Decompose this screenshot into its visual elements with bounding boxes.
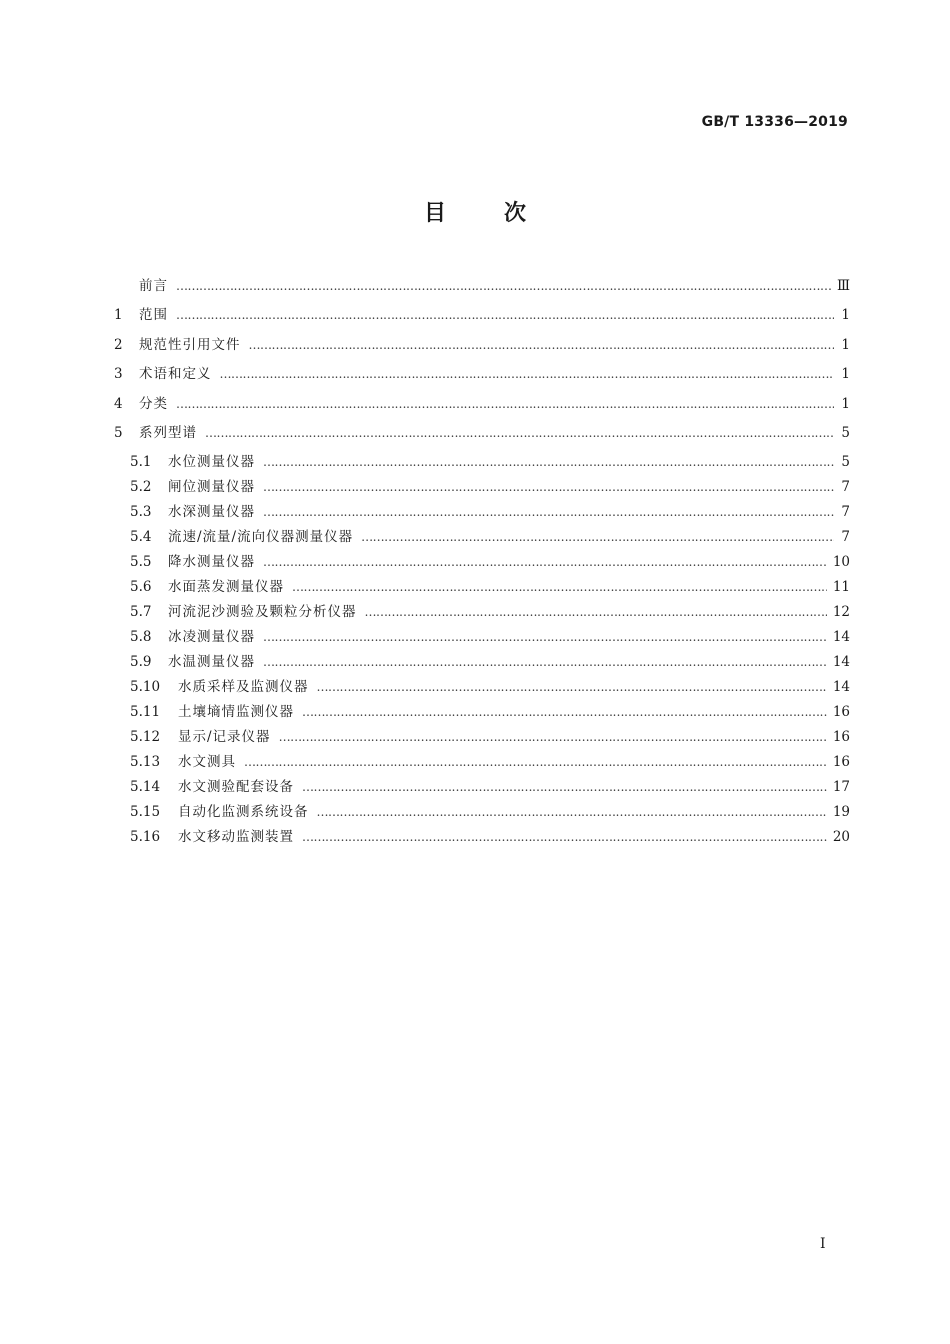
toc-entry-page: 16 — [832, 754, 850, 771]
toc-entry-label: 分类 — [139, 395, 168, 412]
toc-entry-label: 水文测具 — [178, 754, 236, 771]
toc-entry-number: 5.13 — [130, 754, 161, 771]
toc-entry[interactable] — [114, 675, 850, 700]
toc-entry[interactable] — [114, 575, 850, 600]
dot-leader — [220, 367, 835, 381]
dot-leader — [292, 580, 827, 594]
toc-entry-page: 17 — [832, 779, 850, 796]
toc-entry-page: 7 — [841, 479, 850, 496]
toc-entry-number: 5.8 — [130, 629, 152, 646]
toc-entry-label: 土壤墒情监测仪器 — [178, 704, 294, 721]
toc-entry[interactable] — [114, 800, 850, 825]
dot-leader — [263, 630, 827, 644]
toc-entry-number: 5.5 — [130, 554, 152, 571]
toc-entry-page: 14 — [832, 679, 850, 696]
toc-entry[interactable] — [114, 775, 850, 800]
toc-entry-label: 水温测量仪器 — [168, 654, 255, 671]
toc-entry[interactable] — [114, 392, 850, 421]
toc-entry-label: 闸位测量仪器 — [168, 479, 255, 496]
toc-entry-number: 2 — [114, 336, 123, 353]
toc-entry-page: 11 — [832, 579, 850, 596]
toc-entry[interactable] — [114, 475, 850, 500]
toc-entry-page: 16 — [832, 729, 850, 746]
toc-entry[interactable] — [114, 333, 850, 362]
dot-leader — [317, 680, 827, 694]
toc-entry-label: 系列型谱 — [139, 424, 197, 441]
toc-entry[interactable] — [114, 700, 850, 725]
toc-entry[interactable] — [114, 450, 850, 475]
toc-entry-number: 1 — [114, 307, 123, 324]
toc-entry-page: 12 — [832, 604, 850, 621]
toc-entry-label: 显示/记录仪器 — [178, 729, 271, 746]
toc-entry-label: 规范性引用文件 — [139, 336, 241, 353]
toc-entry-page: 5 — [841, 454, 850, 471]
toc-entry-number: 5 — [114, 424, 123, 441]
toc-entry[interactable] — [114, 550, 850, 575]
dot-leader — [361, 530, 834, 544]
toc-entry[interactable] — [114, 500, 850, 525]
dot-leader — [249, 338, 835, 352]
toc-entry-number: 5.9 — [130, 654, 152, 671]
toc-entry[interactable] — [114, 725, 850, 750]
toc-entry-page: 1 — [841, 307, 850, 324]
toc-entry-page: 1 — [841, 366, 850, 383]
dot-leader — [263, 555, 827, 569]
toc-entry-label: 河流泥沙测验及颗粒分析仪器 — [168, 604, 357, 621]
toc-entry-page: 10 — [832, 554, 850, 571]
dot-leader — [302, 705, 827, 719]
toc-entry-number: 5.11 — [130, 704, 161, 721]
toc-entry-number: 5.3 — [130, 504, 152, 521]
toc-entry-label: 水文移动监测装置 — [178, 829, 294, 846]
toc-entry-label: 水面蒸发测量仪器 — [168, 579, 284, 596]
toc-entry-number: 5.14 — [130, 779, 161, 796]
toc-entry-number: 5.12 — [130, 729, 161, 746]
dot-leader — [176, 308, 834, 322]
dot-leader — [244, 755, 827, 769]
toc-entry-number: 5.7 — [130, 604, 152, 621]
standard-code: GB/T 13336—2019 — [701, 114, 848, 130]
dot-leader — [176, 279, 831, 293]
toc-entry-number: 5.4 — [130, 529, 152, 546]
dot-leader — [263, 655, 827, 669]
toc-entry-label: 降水测量仪器 — [168, 554, 255, 571]
toc-entry-page: 7 — [841, 529, 850, 546]
toc-entry-label: 水质采样及监测仪器 — [178, 679, 309, 696]
page-title: 目次 — [423, 201, 584, 226]
toc-entry-page: 19 — [832, 804, 850, 821]
toc-entry-page: 14 — [832, 629, 850, 646]
toc-entry[interactable] — [114, 274, 850, 303]
dot-leader — [279, 730, 827, 744]
toc-entry-label: 流速/流量/流向仪器测量仪器 — [168, 529, 354, 546]
dot-leader — [302, 780, 827, 794]
toc-entry-label: 术语和定义 — [139, 366, 212, 383]
dot-leader — [205, 426, 834, 440]
toc-entry-label: 自动化监测系统设备 — [178, 804, 309, 821]
toc-entry-page: 1 — [841, 395, 850, 412]
toc-entry-page: 1 — [841, 336, 850, 353]
toc-entry-number: 5.16 — [130, 829, 161, 846]
toc-entry[interactable] — [114, 303, 850, 332]
toc-entry[interactable] — [114, 750, 850, 775]
toc-entry-page: 7 — [841, 504, 850, 521]
toc-entry-number: 5.15 — [130, 804, 161, 821]
dot-leader — [263, 505, 834, 519]
toc-entry-label: 冰凌测量仪器 — [168, 629, 255, 646]
dot-leader — [263, 455, 834, 469]
toc-entry[interactable] — [114, 525, 850, 550]
dot-leader — [365, 605, 827, 619]
toc-entry-label: 前言 — [139, 278, 168, 294]
toc-entry-page: 5 — [841, 424, 850, 441]
toc-entry-number: 4 — [114, 395, 123, 412]
toc-entry[interactable] — [114, 825, 850, 850]
toc-entry-number: 5.1 — [130, 454, 152, 471]
toc-entry[interactable] — [114, 600, 850, 625]
dot-leader — [176, 397, 834, 411]
toc-entry-label: 范围 — [139, 307, 168, 324]
toc-entry-page: 14 — [832, 654, 850, 671]
dot-leader — [263, 480, 834, 494]
toc-entry-label: 水文测验配套设备 — [178, 779, 294, 796]
toc-entry-number: 5.6 — [130, 579, 152, 596]
toc-entry-page: Ⅲ — [836, 278, 850, 294]
toc-entry-page: 16 — [832, 704, 850, 721]
toc-entry[interactable] — [114, 650, 850, 675]
toc-entry[interactable] — [114, 362, 850, 391]
toc-entry[interactable] — [114, 625, 850, 650]
dot-leader — [317, 805, 827, 819]
toc-entry-label: 水深测量仪器 — [168, 504, 255, 521]
toc-entry[interactable] — [114, 421, 850, 450]
toc-entry-label: 水位测量仪器 — [168, 454, 255, 471]
toc-entry-number: 5.2 — [130, 479, 152, 496]
toc-entry-number: 5.10 — [130, 679, 161, 696]
toc-entry-page: 20 — [832, 829, 850, 846]
toc-entry-number: 3 — [114, 366, 123, 383]
dot-leader — [302, 830, 827, 844]
page-number: I — [820, 1236, 826, 1252]
table-of-contents — [114, 274, 850, 850]
